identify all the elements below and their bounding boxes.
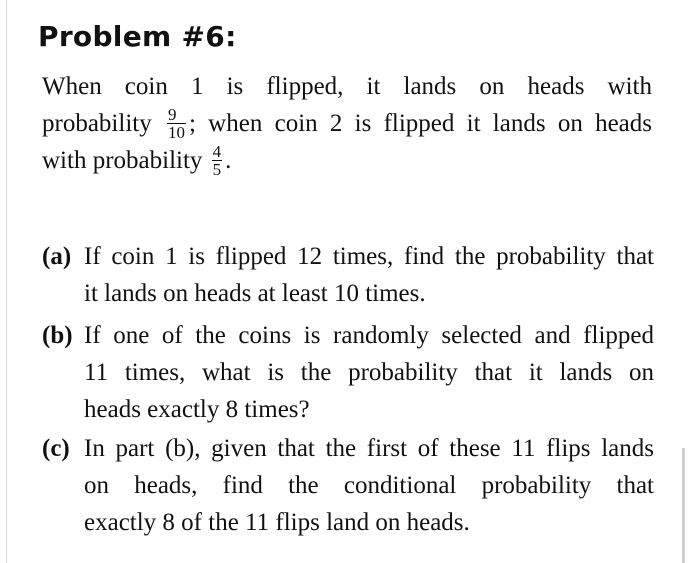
fraction-numerator: 9 [167, 106, 186, 124]
part-c [42, 430, 654, 541]
left-margin-rule [6, 0, 7, 563]
fraction-denominator: 10 [167, 122, 185, 142]
part-c-line-1: In part (b), given that the first of these 11 flips lands [84, 435, 654, 462]
fraction-four-fifths [212, 143, 223, 178]
intro-line-3-before: with probability [42, 147, 203, 174]
part-a-line-2: it lands on heads at least 10 times. [84, 280, 426, 307]
part-a [42, 238, 654, 312]
scrollbar-track[interactable] [682, 448, 685, 563]
part-b-label: (b) [42, 322, 73, 349]
part-c-label: (c) [42, 435, 70, 462]
part-b-text [84, 317, 654, 428]
part-a-line-1: If coin 1 is flipped 12 times, find the probability that [84, 243, 654, 270]
part-a-text [84, 238, 654, 312]
part-a-label: (a) [42, 243, 72, 270]
part-c-text [84, 430, 654, 541]
intro-line-3 [42, 142, 652, 179]
fraction-denominator: 5 [212, 159, 222, 179]
part-c-line-3: exactly 8 of the 11 flips land on heads. [84, 509, 470, 536]
problem-intro [42, 68, 652, 179]
problem-title: Problem #6: [38, 20, 237, 53]
intro-line-2-before: probability [42, 110, 152, 137]
part-b-line-3: heads exactly 8 times? [84, 396, 310, 423]
intro-line-2 [42, 105, 652, 142]
part-b-line-2: 11 times, what is the probability that it lands on [84, 359, 654, 386]
intro-line-2-after: ; when coin 2 is flipped it lands on heads [188, 110, 653, 137]
part-c-line-2: on heads, find the conditional probability that [84, 472, 654, 499]
intro-line-3-after: . [225, 147, 232, 174]
part-b [42, 317, 654, 428]
part-b-line-1: If one of the coins is randomly selected and flipped [84, 322, 654, 349]
intro-line-1: When coin 1 is flipped, it lands on heads with [42, 73, 652, 100]
fraction-numerator: 4 [212, 141, 222, 161]
fraction-nine-tenths [167, 106, 186, 141]
